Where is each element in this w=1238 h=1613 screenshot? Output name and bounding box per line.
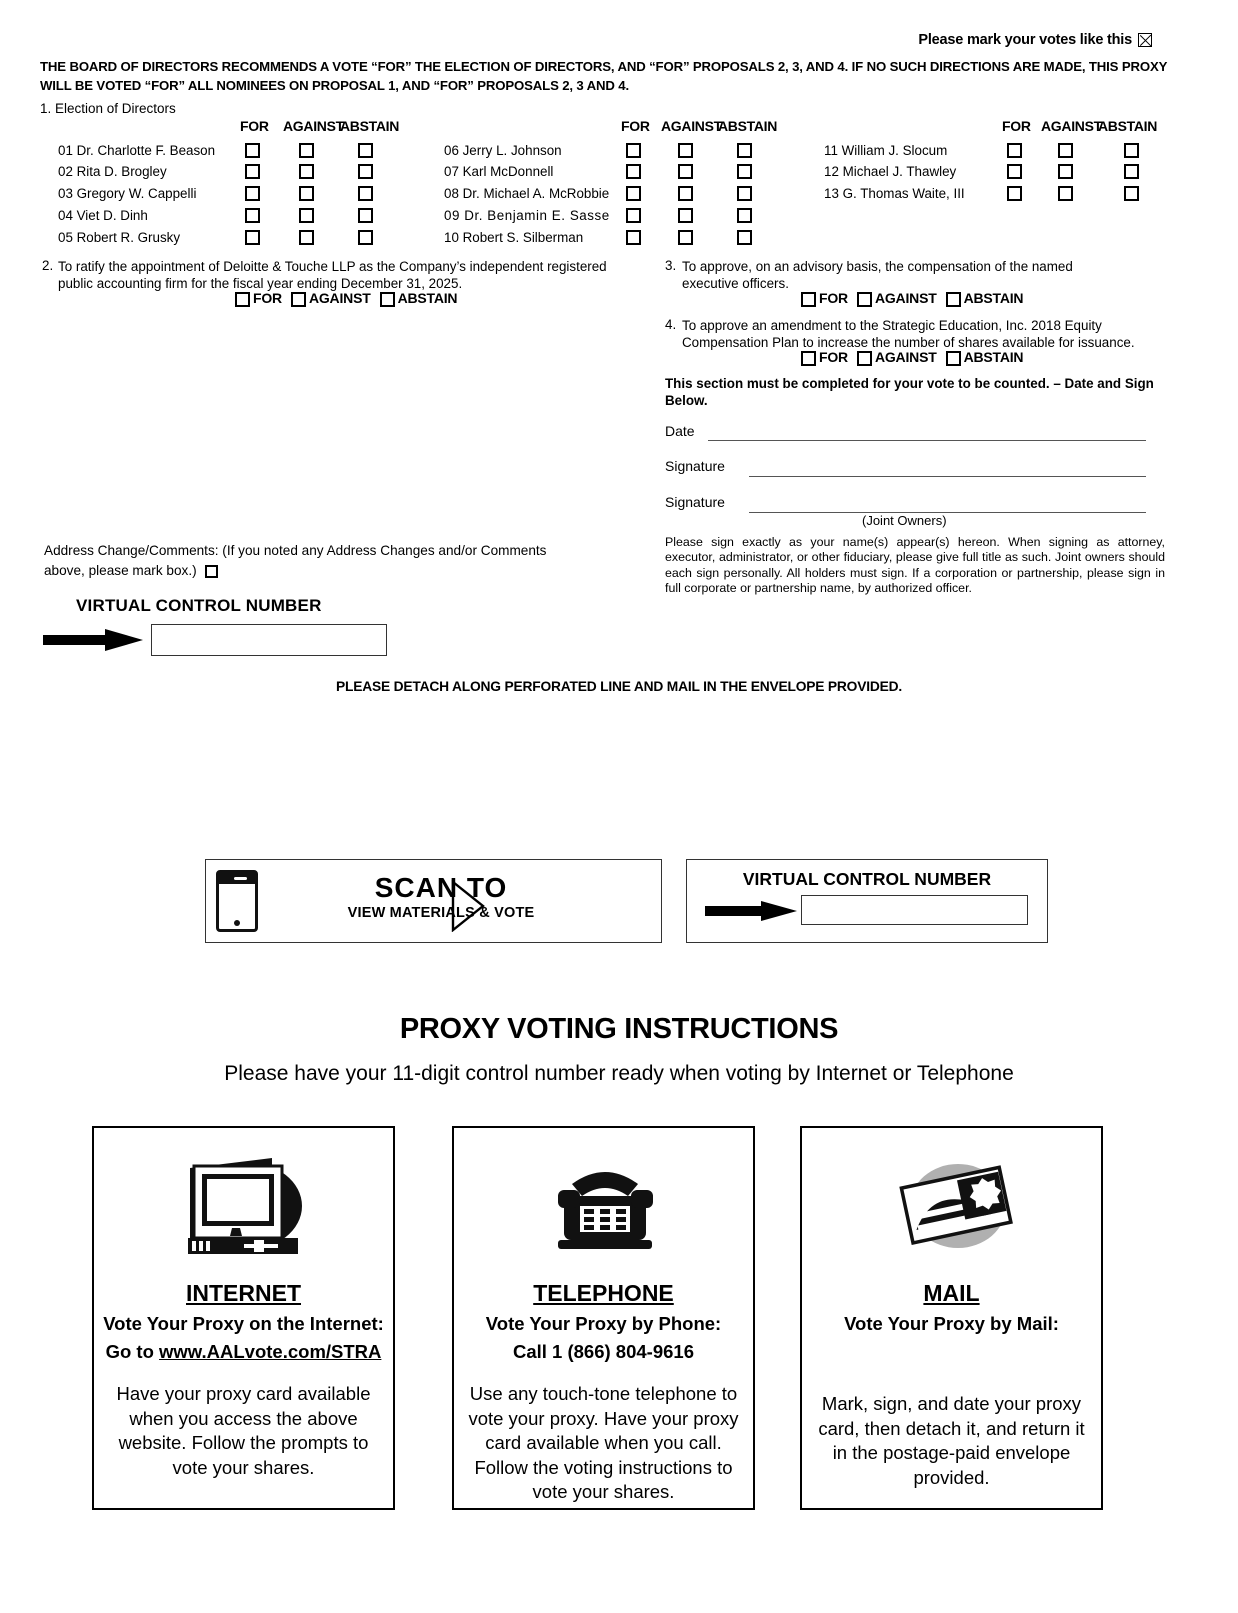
- nominee-05: 05 Robert R. Grusky: [58, 230, 181, 245]
- checkbox-nominee-03-against[interactable]: [299, 186, 314, 201]
- board-recommendation-text: THE BOARD OF DIRECTORS RECOMMENDS A VOTE “FOR” THE ELECTION OF DIRECTORS, AND “FOR” PROPOSALS 2, 3, AND 4. IF NO SUCH DIRECTIONS ARE MADE, THIS PROXY WILL BE VOTED “FOR” ALL NOMINEES ON PROPOSAL 1, AND “FOR” PROPOSALS 2, 3 AND 4.: [40, 59, 1168, 93]
- checkbox-nominee-13-for[interactable]: [1007, 186, 1022, 201]
- checkbox-nominee-05-abstain[interactable]: [358, 230, 373, 245]
- proposal-3-vote-row: [801, 290, 1023, 307]
- proxy-voting-instructions-subtitle: Please have your 11-digit control number ready when voting by Internet or Telephone: [224, 1062, 1014, 1085]
- checkbox-nominee-03-abstain[interactable]: [358, 186, 373, 201]
- checkbox-address-change[interactable]: [205, 565, 218, 578]
- smartphone-icon: [216, 870, 258, 932]
- detach-notice: PLEASE DETACH ALONG PERFORATED LINE AND MAIL IN THE ENVELOPE PROVIDED.: [335, 679, 903, 694]
- proposal-3-abstain-label: ABSTAIN: [963, 290, 1024, 306]
- checkbox-nominee-13-against[interactable]: [1058, 186, 1073, 201]
- signature-label-1: Signature: [665, 458, 725, 474]
- checkbox-nominee-11-against[interactable]: [1058, 143, 1073, 158]
- checkbox-nominee-13-abstain[interactable]: [1124, 186, 1139, 201]
- proposal-2-against-label: AGAINST: [308, 290, 371, 306]
- column2-header-against: AGAINST: [661, 118, 722, 134]
- scan-to-vote-box[interactable]: [205, 859, 662, 943]
- checkbox-nominee-10-against[interactable]: [678, 230, 693, 245]
- signature-instructions-note: Please sign exactly as your name(s) appear(s) hereon. When signing as attorney, executor, administrator, or other fiduciary, please give full title as such. Joint owners should each sign personally. All holders must sign. If a corporation or partnership, please sign in full corporate or partnership name, by authorized officer.: [665, 535, 1165, 596]
- checkbox-proposal-2-for[interactable]: [235, 292, 250, 307]
- date-input-line[interactable]: [708, 440, 1146, 441]
- checkbox-nominee-04-for[interactable]: [245, 208, 260, 223]
- nominee-04: 04 Viet D. Dinh: [58, 208, 148, 223]
- telephone-icon: [454, 1150, 753, 1258]
- checkbox-nominee-05-against[interactable]: [299, 230, 314, 245]
- nominee-12: 12 Michael J. Thawley: [824, 164, 957, 179]
- checkbox-nominee-03-for[interactable]: [245, 186, 260, 201]
- date-label: Date: [665, 423, 695, 439]
- signature-input-line-2[interactable]: [749, 512, 1146, 513]
- checkbox-nominee-06-for[interactable]: [626, 143, 641, 158]
- arrow-right-icon-top: [43, 629, 143, 651]
- checkbox-nominee-08-for[interactable]: [626, 186, 641, 201]
- nominee-06: 06 Jerry L. Johnson: [444, 143, 562, 158]
- checkbox-nominee-04-abstain[interactable]: [358, 208, 373, 223]
- instruction-line1-telephone: Vote Your Proxy by Phone:: [485, 1313, 722, 1334]
- proposal-4-number: 4.: [665, 317, 677, 332]
- checkbox-proposal-2-against[interactable]: [291, 292, 306, 307]
- checkbox-nominee-07-abstain[interactable]: [737, 164, 752, 179]
- signature-input-line-1[interactable]: [749, 476, 1146, 477]
- column2-header-abstain: ABSTAIN: [718, 118, 778, 134]
- checkbox-nominee-08-abstain[interactable]: [737, 186, 752, 201]
- checkbox-nominee-11-abstain[interactable]: [1124, 143, 1139, 158]
- address-change-block: [44, 541, 574, 581]
- column2-header-for: FOR: [621, 118, 650, 134]
- checkbox-nominee-11-for[interactable]: [1007, 143, 1022, 158]
- checkbox-nominee-08-against[interactable]: [678, 186, 693, 201]
- proposal-2-number: 2.: [42, 258, 54, 273]
- instruction-box-internet: [92, 1126, 395, 1510]
- proposal-3-line2: executive officers.: [682, 276, 789, 291]
- checkbox-nominee-05-for[interactable]: [245, 230, 260, 245]
- proposal-4-for-label: FOR: [819, 349, 848, 365]
- checkbox-proposal-4-for[interactable]: [801, 351, 816, 366]
- checkbox-nominee-09-for[interactable]: [626, 208, 641, 223]
- checkbox-nominee-02-abstain[interactable]: [358, 164, 373, 179]
- instruction-line1-mail: Vote Your Proxy by Mail:: [844, 1313, 1059, 1334]
- checkbox-nominee-07-against[interactable]: [678, 164, 693, 179]
- nominee-10: 10 Robert S. Silberman: [444, 230, 584, 245]
- proposal-2-vote-row: [235, 290, 457, 307]
- checkbox-nominee-07-for[interactable]: [626, 164, 641, 179]
- checkbox-proposal-2-abstain[interactable]: [380, 292, 395, 307]
- item-1-label: 1. Election of Directors: [40, 101, 176, 116]
- checkbox-nominee-01-for[interactable]: [245, 143, 260, 158]
- address-change-text: Address Change/Comments: (If you noted any Address Changes and/or Comments above, please mark box.): [44, 543, 547, 578]
- checkbox-nominee-01-abstain[interactable]: [358, 143, 373, 158]
- checkbox-nominee-12-abstain[interactable]: [1124, 164, 1139, 179]
- arrow-right-icon-bottom: [705, 901, 797, 921]
- column1-header-for: FOR: [240, 118, 269, 134]
- nominee-01: 01 Dr. Charlotte F. Beason: [58, 143, 216, 158]
- internet-vote-url[interactable]: www.AALvote.com/STRA: [159, 1341, 382, 1362]
- checkbox-nominee-10-for[interactable]: [626, 230, 641, 245]
- proposal-3-for-label: FOR: [819, 290, 848, 306]
- checkbox-nominee-09-against[interactable]: [678, 208, 693, 223]
- instruction-body-telephone: Use any touch-tone telephone to vote your proxy. Have your proxy card available when you call. Follow the voting instructions to vote your shares.: [468, 1383, 739, 1502]
- checkbox-proposal-3-for[interactable]: [801, 292, 816, 307]
- proposal-4-line1: To approve an amendment to the Strategic Education, Inc. 2018 Equity: [682, 318, 1102, 333]
- checkbox-proposal-4-abstain[interactable]: [946, 351, 961, 366]
- instruction-body-mail: Mark, sign, and date your proxy card, then detach it, and return it in the postage-paid envelope provided.: [818, 1393, 1085, 1488]
- mark-votes-hint: [918, 32, 1152, 48]
- proposal-2-line2: public accounting firm for the fiscal year ending December 31, 2025.: [58, 276, 463, 291]
- signature-label-2: Signature: [665, 494, 725, 510]
- instruction-line1-internet: Vote Your Proxy on the Internet:: [103, 1313, 384, 1334]
- checkbox-nominee-12-for[interactable]: [1007, 164, 1022, 179]
- checkbox-nominee-06-abstain[interactable]: [737, 143, 752, 158]
- nominee-07: 07 Karl McDonnell: [444, 164, 554, 179]
- instruction-line2-prefix-internet: Go to: [105, 1341, 160, 1362]
- column3-header-against: AGAINST: [1041, 118, 1102, 134]
- instruction-line2-telephone: [454, 1341, 753, 1363]
- virtual-control-number-title-bottom: VIRTUAL CONTROL NUMBER: [742, 869, 992, 889]
- proposal-3-number: 3.: [665, 258, 677, 273]
- checkbox-proposal-3-against[interactable]: [857, 292, 872, 307]
- virtual-control-number-input-top[interactable]: [151, 624, 387, 656]
- proposal-2-line1: To ratify the appointment of Deloitte & Touche LLP as the Company’s independent registered: [58, 259, 607, 274]
- proposal-4-vote-row: [801, 349, 1023, 366]
- checkbox-nominee-09-abstain[interactable]: [737, 208, 752, 223]
- scan-to-title: SCAN TO: [374, 872, 508, 903]
- instruction-box-telephone: [452, 1126, 755, 1510]
- column1-header-abstain: ABSTAIN: [340, 118, 400, 134]
- checkbox-nominee-01-against[interactable]: [299, 143, 314, 158]
- checkbox-nominee-02-for[interactable]: [245, 164, 260, 179]
- checkbox-proposal-3-abstain[interactable]: [946, 292, 961, 307]
- checkbox-nominee-04-against[interactable]: [299, 208, 314, 223]
- proposal-4-against-label: AGAINST: [874, 349, 937, 365]
- nominee-03: 03 Gregory W. Cappelli: [58, 186, 197, 201]
- mark-votes-hint-text: Please mark your votes like this: [918, 32, 1132, 48]
- proposal-2-for-label: FOR: [253, 290, 282, 306]
- proposal-3-against-label: AGAINST: [874, 290, 937, 306]
- instruction-body-internet: Have your proxy card available when you access the above website. Follow the prompts to vote your shares.: [116, 1383, 371, 1478]
- proxy-voting-instructions-title: PROXY VOTING INSTRUCTIONS: [399, 1013, 839, 1045]
- nominee-08: 08 Dr. Michael A. McRobbie: [444, 186, 610, 201]
- x-box-icon: [1138, 33, 1152, 47]
- checkbox-nominee-12-against[interactable]: [1058, 164, 1073, 179]
- computer-icon: [94, 1150, 393, 1258]
- virtual-control-number-input-bottom[interactable]: [801, 895, 1028, 925]
- checkbox-nominee-02-against[interactable]: [299, 164, 314, 179]
- column3-header-for: FOR: [1002, 118, 1031, 134]
- scan-to-subtitle: VIEW MATERIALS & VOTE: [347, 905, 535, 921]
- virtual-control-number-title-top: VIRTUAL CONTROL NUMBER: [76, 596, 322, 615]
- instruction-heading-telephone: TELEPHONE: [533, 1280, 674, 1306]
- mail-envelope-icon: [802, 1150, 1101, 1258]
- column3-header-abstain: ABSTAIN: [1098, 118, 1158, 134]
- proposal-2-abstain-label: ABSTAIN: [397, 290, 458, 306]
- checkbox-proposal-4-against[interactable]: [857, 351, 872, 366]
- must-complete-notice: This section must be completed for your vote to be counted. – Date and Sign Below.: [665, 376, 1154, 408]
- checkbox-nominee-10-abstain[interactable]: [737, 230, 752, 245]
- nominee-09: 09 Dr. Benjamin E. Sasse: [444, 208, 610, 223]
- nominee-13: 13 G. Thomas Waite, III: [824, 186, 965, 201]
- nominee-02: 02 Rita D. Brogley: [58, 164, 167, 179]
- instruction-line2-internet: [94, 1341, 393, 1363]
- instruction-heading-internet: INTERNET: [186, 1280, 301, 1306]
- proposal-4-line2: Compensation Plan to increase the number of shares available for issuance.: [682, 335, 1135, 350]
- checkbox-nominee-06-against[interactable]: [678, 143, 693, 158]
- virtual-control-number-box-bottom: [686, 859, 1048, 943]
- proposal-4-abstain-label: ABSTAIN: [963, 349, 1024, 365]
- column1-header-against: AGAINST: [283, 118, 344, 134]
- instruction-box-mail: [800, 1126, 1103, 1510]
- telephone-vote-number: Call 1 (866) 804-9616: [512, 1341, 694, 1362]
- instruction-heading-mail: MAIL: [923, 1280, 980, 1306]
- proposal-3-line1: To approve, on an advisory basis, the compensation of the named: [682, 259, 1073, 274]
- joint-owners-label: (Joint Owners): [862, 513, 947, 528]
- nominee-11: 11 William J. Slocum: [824, 143, 948, 158]
